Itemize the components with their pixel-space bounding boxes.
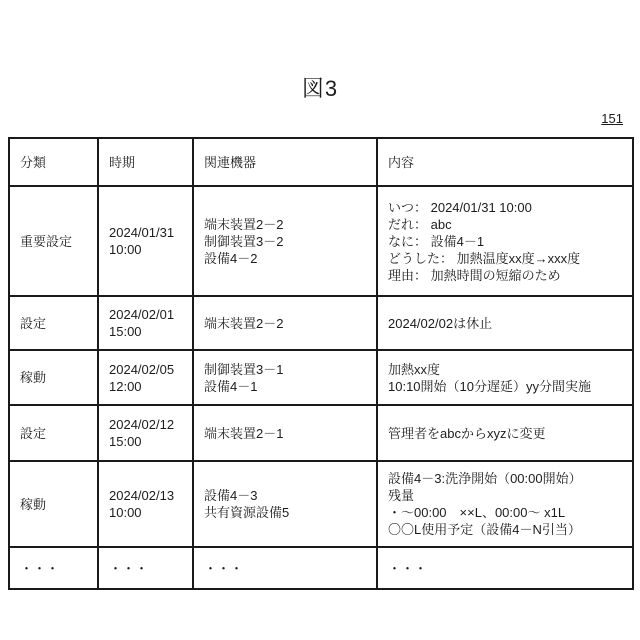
header-cell-time: 時期 [98, 138, 193, 186]
cell-category: 設定 [9, 405, 98, 461]
cell-content: 加熱xx度 10:10開始（10分遅延）yy分間実施 [377, 350, 633, 405]
cell-devices: 端末装置2－1 [193, 405, 377, 461]
cell-time: 2024/02/01 15:00 [98, 296, 193, 350]
cell-content: 2024/02/02は休止 [377, 296, 633, 350]
table-row [9, 350, 633, 405]
header-cell-devices: 関連機器 [193, 138, 377, 186]
header-cell-category: 分類 [9, 138, 98, 186]
cell-time: 2024/02/05 12:00 [98, 350, 193, 405]
table-row [9, 186, 633, 296]
page-number: 151 [601, 111, 623, 126]
cell-time: ・・・ [98, 547, 193, 589]
cell-content: 管理者をabcからxyzに変更 [377, 405, 633, 461]
cell-time: 2024/01/31 10:00 [98, 186, 193, 296]
table-row [9, 296, 633, 350]
cell-category: 稼動 [9, 461, 98, 547]
cell-category: 稼動 [9, 350, 98, 405]
cell-time: 2024/02/12 15:00 [98, 405, 193, 461]
table-row-ellipsis [9, 547, 633, 589]
cell-time: 2024/02/13 10:00 [98, 461, 193, 547]
cell-category: 重要設定 [9, 186, 98, 296]
cell-devices: 制御装置3－1 設備4－1 [193, 350, 377, 405]
figure-title: 図3 [301, 76, 339, 101]
table-row [9, 461, 633, 547]
cell-content: いつ： 2024/01/31 10:00 だれ： abc なに： 設備4－1 どうした： 加熱温度xx度→xxx度 理由： 加熱時間の短縮のため [377, 186, 633, 296]
cell-devices: 設備4－3 共有資源設備5 [193, 461, 377, 547]
cell-content: 設備4－3:洗浄開始（00:00開始） 残量 ・～00:00 ××L、00:00～ x1L 〇〇L使用予定（設備4－N引当） [377, 461, 633, 547]
cell-devices: ・・・ [193, 547, 377, 589]
log-table [8, 137, 634, 590]
table-header-row [9, 138, 633, 186]
cell-devices: 端末装置2－2 [193, 296, 377, 350]
table-row [9, 405, 633, 461]
cell-devices: 端末装置2－2 制御装置3－2 設備4－2 [193, 186, 377, 296]
header-cell-content: 内容 [377, 138, 633, 186]
cell-content: ・・・ [377, 547, 633, 589]
cell-category: 設定 [9, 296, 98, 350]
cell-category: ・・・ [9, 547, 98, 589]
